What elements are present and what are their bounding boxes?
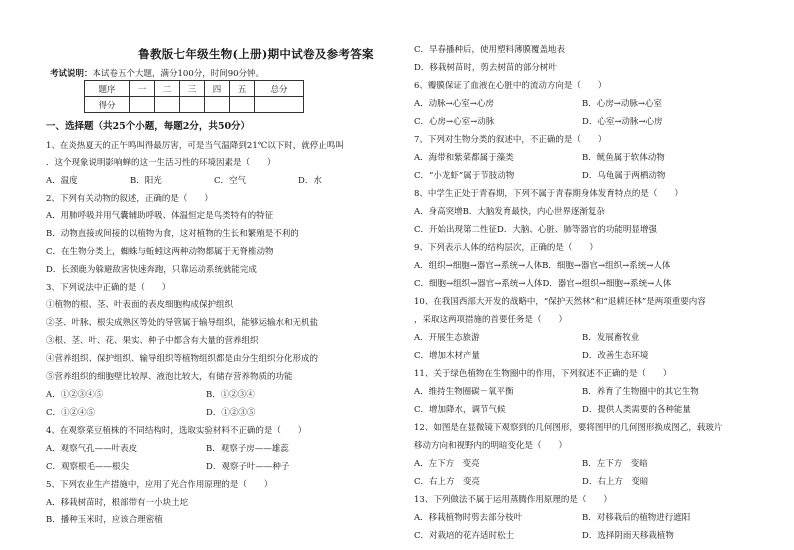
option[interactable]: C．空气 [214,176,247,186]
question-line: ①植物的根、茎、叶表面的表皮细胞构成保护组织 [46,300,234,310]
exam-note-label: 考试说明： [50,69,93,79]
option[interactable]: C．观察根毛——根尖 [46,462,130,472]
option[interactable]: B．养育了生物圈中的其它生物 [582,387,699,397]
option[interactable]: B．观察子房——雄蕊 [206,444,289,454]
option[interactable]: B．左下方 变暗 [582,459,648,469]
score-cell: 五 [230,81,255,97]
option[interactable]: D．心室→动脉→心房 [582,117,663,127]
option[interactable]: D．观察子叶——种子 [206,462,290,472]
score-cell: 总分 [255,81,304,97]
option[interactable]: A．观察气孔——叶表皮 [46,444,138,454]
score-cell: 四 [205,81,230,97]
question-line[interactable]: A．组织→细胞→器官→系统→人体B．细胞→器官→组织→系统→人体 [414,261,671,271]
score-cell: 二 [155,81,180,97]
question-line: 1、在炎热夏天的正午鸣叫得最厉害，可是当气温降到21℃以下时，就停止鸣叫 [46,141,344,151]
question-line[interactable]: A．用肺呼吸并用气囊辅助呼吸、体温恒定是鸟类特有的特征 [46,211,274,221]
option[interactable]: A．①②③④⑤ [46,390,104,400]
score-entry[interactable] [130,97,155,113]
score-entry[interactable] [155,97,180,113]
score-entry[interactable] [180,97,205,113]
score-cell: 得分 [85,97,130,113]
question-line[interactable]: A．身高突增B．大脑发育最快，内心世界逐渐复杂 [414,207,605,217]
question-line: ④营养组织、保护组织、输导组织等植物组织都是由分生组织分化形成的 [46,354,319,364]
question-line: 12、如图是在显微镜下观察到的几何图形，要将图甲的几何图形换成图乙，载玻片 [414,423,723,433]
section-heading: 一、选择题（共25个小题，每题2分，共50分） [46,121,251,132]
option[interactable]: D．乌龟属于两栖动物 [582,171,666,181]
question-line[interactable]: C．在生物分类上，蜘蛛与蚯蚓这两种动物都属于无脊椎动物 [46,247,274,257]
question-line[interactable]: C．早春播种后，使用塑料薄膜覆盖地表 [414,45,566,55]
question-line[interactable]: D．长颈鹿为躲避敌害快速奔跑，只靠运动系统就能完成 [46,265,257,275]
option[interactable]: C．增加木材产量 [414,351,481,361]
question-line: ，采取这两项措施的首要任务是（ ） [414,315,568,325]
left-column [46,0,392,550]
option[interactable]: A．移栽植物时剪去部分枝叶 [414,513,523,523]
option[interactable]: D．水 [298,176,322,186]
option[interactable]: C．右上方 变亮 [414,477,481,487]
option[interactable]: C．对栽培的花卉适时松土 [414,531,515,541]
score-cell: 一 [130,81,155,97]
question-line: 11、关于绿色植物在生物圈中的作用，下列叙述不正确的是（ ） [414,369,672,379]
option[interactable]: C．①②④⑤ [46,408,96,418]
option[interactable]: B．心房→动脉→心室 [582,99,662,109]
option[interactable]: A．海带和紫菜都属于藻类 [414,153,514,163]
right-column [414,0,760,550]
option[interactable]: A．维持生物圈碳－氧平衡 [414,387,514,397]
option[interactable]: D．改善生态环境 [582,351,649,361]
option[interactable]: A．动脉→心室→心房 [414,99,494,109]
score-cell: 三 [180,81,205,97]
question-line: 2、下列有关动物的叙述，正确的是（ ） [46,194,213,204]
option[interactable]: C．增加降水，调节气候 [414,405,506,415]
question-line: 移动方向和视野内的明暗变化是（ ） [414,441,568,451]
score-table [84,80,304,113]
option[interactable]: D．右上方 变暗 [582,477,649,487]
question-line: ．这个现象说明影响蝉的这一生活习性的环境因素是（ ） [46,158,276,168]
question-line: 9、下列表示人体的结构层次，正确的是（ ） [414,243,598,253]
score-table-header-row [85,81,304,97]
option[interactable]: B．阳光 [130,176,162,186]
question-line: ③根、茎、叶、花、果实、种子中都含有大量的营养组织 [46,336,259,346]
score-cell: 题序 [85,81,130,97]
score-entry[interactable] [230,97,255,113]
question-line: 8、中学生正处于青春期，下列不属于青春期身体发育特点的是（ ） [414,189,683,199]
question-line: ⑤营养组织的细胞壁比较厚、液泡比较大，有储存营养物质的功能 [46,372,293,382]
option[interactable]: C．“小龙虾”属于节肢动物 [414,171,515,181]
option[interactable]: B．①②③④ [206,390,255,400]
question-line[interactable]: C．开始出现第二性征D．大脑、心脏、肺等器官的功能明显增强 [414,225,657,235]
option[interactable]: A．温度 [46,176,78,186]
question-line[interactable]: B．播种玉米时，应该合理密植 [46,515,163,525]
question-line[interactable]: B．动物直接或间接的以植物为食，这对植物的生长和繁殖是不利的 [46,229,299,239]
option[interactable]: C．心房→心室→动脉 [414,117,495,127]
option[interactable]: A．左下方 变亮 [414,459,480,469]
option[interactable]: D．①②③⑤ [206,408,256,418]
question-line: 4、在观察菜豆植株的不同结构时，选取实验材料不正确的是（ ） [46,426,307,436]
option[interactable]: D．选择阴雨天移栽植物 [582,531,674,541]
exam-title: 鲁教版七年级生物(上册)期中试卷及参考答案 [138,47,374,61]
option[interactable]: B．鱿鱼属于软体动物 [582,153,665,163]
question-line: 13、下列做法不属于运用蒸腾作用原理的是（ ） [414,495,612,505]
question-line: 6、瓣膜保证了血液在心脏中的流动方向是（ ） [414,81,607,91]
question-line: 5、下列农业生产措施中，应用了光合作用原理的是（ ） [46,480,273,490]
score-table-score-row [85,97,304,113]
question-line[interactable]: A．移栽树苗时，根部带有一小块土坨 [46,498,189,508]
question-line: ②茎、叶脉、根尖成熟区等处的导管属于输导组织，能够运输水和无机盐 [46,318,319,328]
exam-note-text: 本试卷五个大题，满分100分，时间90分钟。 [92,69,265,79]
score-entry[interactable] [205,97,230,113]
question-line[interactable]: C．细胞→组织→器官→系统→人体D．器官→组织→细胞→系统→人体 [414,279,672,289]
question-line[interactable]: D．移栽树苗时，剪去树苗的部分树叶 [414,63,557,73]
option[interactable]: A．开展生态旅游 [414,333,480,343]
option[interactable]: B．对移栽后的植物进行遮阳 [582,513,691,523]
question-line: 10、在我国西部大开发的战略中，“保护天然林”和“退耕还林”是两项重要内容 [414,297,706,307]
question-line: 3、下列说法中正确的是（ ） [46,283,171,293]
score-entry[interactable] [255,97,304,113]
exam-note [50,67,264,79]
option[interactable]: D．提供人类需要的各种能量 [582,405,691,415]
question-line: 7、下列对生物分类的叙述中，不正确的是（ ） [414,135,607,145]
option[interactable]: B．发展畜牧业 [582,333,640,343]
